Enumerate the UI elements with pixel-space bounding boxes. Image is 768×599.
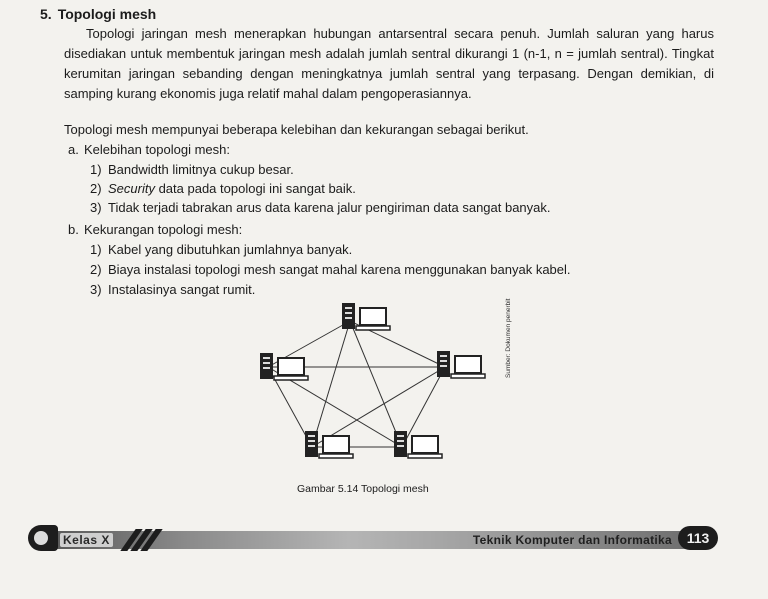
advantages-title: Kelebihan topologi mesh: [84, 142, 230, 157]
page-footer [28, 523, 720, 553]
summary-paragraph: Topologi mesh mempunyai beberapa kelebihan dan kekurangan sebagai berikut. [64, 122, 529, 137]
computer-node-left [260, 353, 308, 380]
advantage-item: 2) Security data pada topologi ini sangat baik. [90, 181, 356, 196]
section-number: 5. [40, 6, 52, 22]
section-title: Topologi mesh [57, 6, 157, 22]
disadvantages-marker: b. [68, 222, 79, 237]
computer-node-right [437, 351, 485, 378]
footer-class-label: Kelas X [60, 533, 113, 547]
computer-node-top [342, 303, 390, 330]
page-number: 113 [678, 526, 718, 550]
footer-subject-label: Teknik Komputer dan Informatika [472, 533, 672, 547]
disadvantages-title: Kekurangan topologi mesh: [84, 222, 243, 237]
mesh-topology-diagram [250, 297, 520, 472]
section-heading [40, 6, 156, 22]
mesh-links [268, 321, 445, 447]
advantage-item: 1) Bandwidth limitnya cukup besar. [90, 162, 294, 177]
computer-node-bottom-right [394, 431, 442, 458]
footer-circle-icon [28, 525, 58, 551]
disadvantage-item: 1) Kabel yang dibutuhkan jumlahnya banyak. [90, 242, 353, 257]
computer-node-bottom-left [305, 431, 353, 458]
figure-source: Sumber: Dokumen penerbit [505, 298, 512, 378]
figure-caption: Gambar 5.14 Topologi mesh [297, 483, 429, 495]
disadvantage-item: 2) Biaya instalasi topologi mesh sangat mahal karena menggunakan banyak kabel. [90, 262, 571, 277]
advantage-item: 3) Tidak terjadi tabrakan arus data karena jalur pengiriman data sangat banyak. [90, 200, 551, 215]
disadvantage-item: 3) Instalasinya sangat rumit. [90, 282, 256, 297]
disadvantages-heading [68, 220, 242, 240]
advantages-heading [68, 140, 230, 160]
advantages-marker: a. [68, 142, 79, 157]
intro-paragraph: Topologi jaringan mesh menerapkan hubungan antarsentral secara penuh. Jumlah saluran yang harus disediakan untuk membentuk jaringan mesh adalah jumlah sentral dikurangi 1 (n-1, n = jumlah sentral). Tingkat kerumitan jaringan sebanding dengan meningkatnya jumlah sentral yang terpasang. Dengan demikian, di samping kurang ekonomis juga relatif mahal dalam pengoperasiannya. [64, 26, 714, 101]
footer-stripes-icon [124, 529, 164, 551]
